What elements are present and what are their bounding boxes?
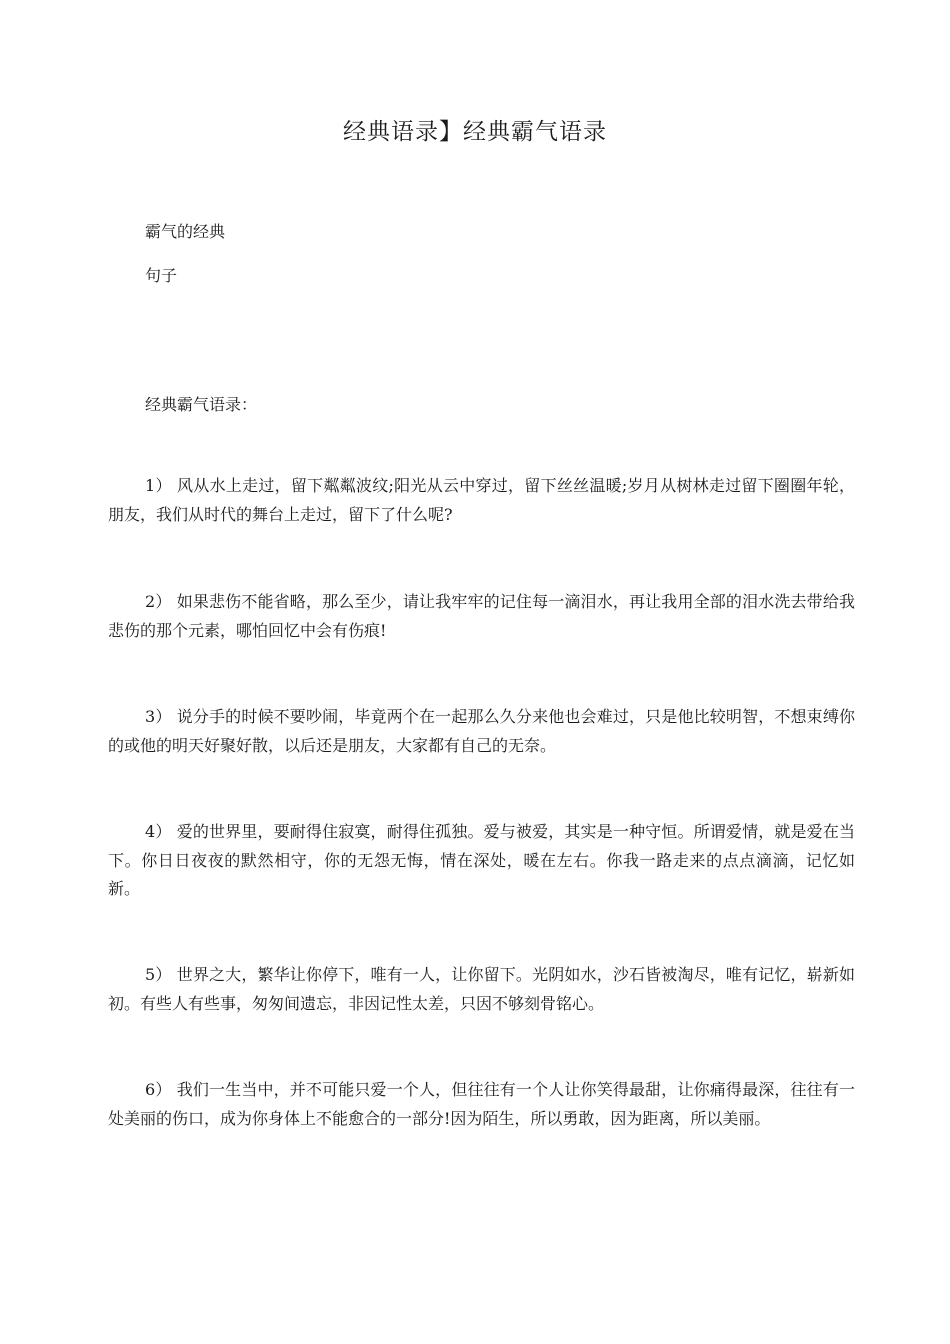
- quote-paragraph-3: 3） 说分手的时候不要吵闹，毕竟两个在一起那么久分来他也会难过，只是他比较明智，不想束缚你的或他的明天好聚好散，以后还是朋友，大家都有自己的无奈。: [108, 707, 855, 755]
- quote-paragraph-6: 6） 我们一生当中，并不可能只爱一个人，但往往有一个人让你笑得最甜，让你痛得最深，往往有一处美丽的伤口，成为你身体上不能愈合的一部分!因为陌生，所以勇敢，因为距离，所以美丽。: [108, 1080, 855, 1128]
- section-heading: 经典霸气语录：: [145, 395, 258, 414]
- document-title: 经典语录】经典霸气语录: [343, 119, 607, 145]
- quote-paragraph-5: 5） 世界之大，繁华让你停下，唯有一人，让你留下。光阴如水，沙石皆被淘尽，唯有记忆，崭新如初。有些人有些事，匆匆间遗忘，非因记性太差，只因不够刻骨铭心。: [108, 965, 855, 1013]
- intro-line-1: 霸气的经典: [145, 222, 226, 241]
- quote-paragraph-4: 4） 爱的世界里，要耐得住寂寞，耐得住孤独。爱与被爱，其实是一种守恒。所谓爱情，就是爱在当下。你日日夜夜的默然相守，你的无怨无悔，情在深处，暖在左右。你我一路走来的点点滴滴，记忆如新。: [108, 822, 855, 898]
- quote-paragraph-1: 1） 风从水上走过，留下粼粼波纹;阳光从云中穿过，留下丝丝温暖;岁月从树林走过留下圈圈年轮，朋友，我们从时代的舞台上走过，留下了什么呢?: [108, 476, 855, 524]
- intro-line-2: 句子: [145, 266, 178, 285]
- quote-paragraph-2: 2） 如果悲伤不能省略，那么至少，请让我牢牢的记住每一滴泪水，再让我用全部的泪水洗去带给我悲伤的那个元素，哪怕回忆中会有伤痕!: [108, 592, 855, 640]
